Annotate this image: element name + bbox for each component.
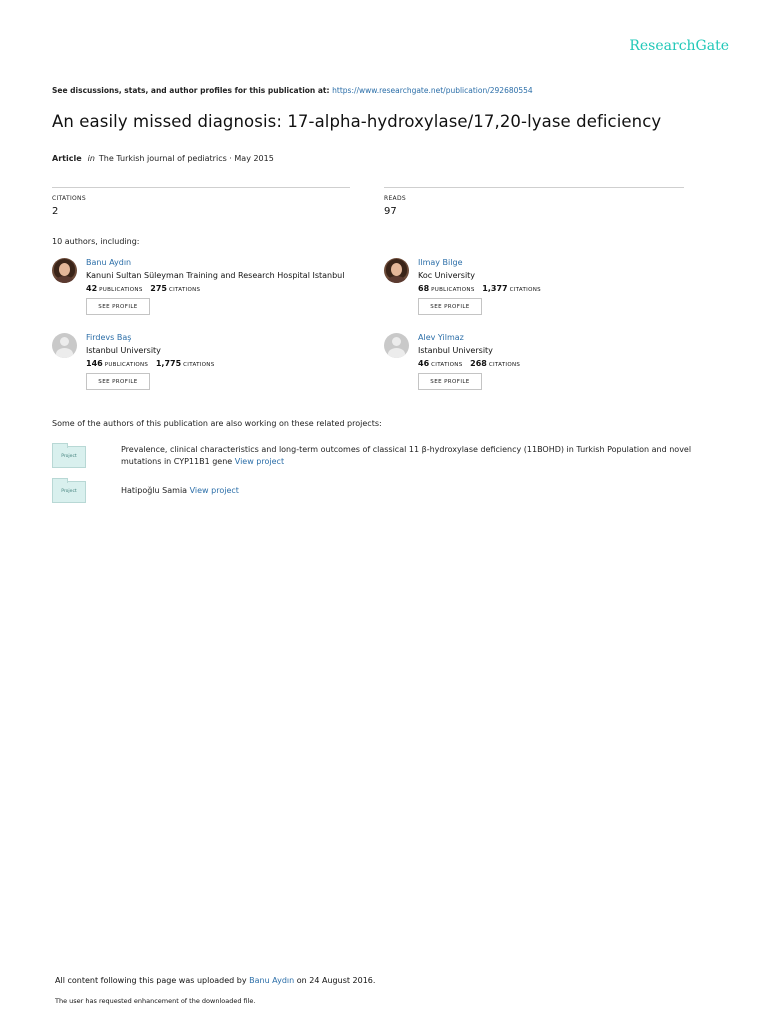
author-card — [52, 258, 382, 328]
avatar[interactable] — [384, 333, 409, 358]
reads-label: READS — [384, 195, 406, 202]
avatar[interactable] — [52, 333, 77, 358]
project-item — [121, 444, 711, 467]
author-citations-count: 268 — [470, 359, 487, 368]
reads-divider — [384, 187, 684, 188]
see-profile-button[interactable]: SEE PROFILE — [86, 373, 150, 390]
researchgate-logo[interactable]: ResearchGate — [629, 38, 729, 54]
project-title: Hatipoğlu Samia — [121, 486, 188, 495]
author-card — [52, 333, 382, 403]
author-stats — [86, 284, 200, 293]
author-citations-label: CITATIONS — [509, 287, 541, 293]
discussion-notice — [52, 86, 533, 95]
journal-name: The Turkish journal of pediatrics · May 2015 — [98, 154, 274, 163]
author-institution: Istanbul University — [418, 346, 493, 355]
publications-count: 68 — [418, 284, 430, 293]
publication-meta — [52, 154, 274, 163]
publications-count: 46 — [418, 359, 430, 368]
author-institution: Istanbul University — [86, 346, 161, 355]
publications-count: 146 — [86, 359, 103, 368]
publications-count: 42 — [86, 284, 98, 293]
author-institution: Kanuni Sultan Süleyman Training and Research Hospital Istanbul — [86, 271, 345, 280]
author-name-link[interactable]: Alev Yilmaz — [418, 333, 464, 342]
project-item — [121, 485, 711, 497]
upload-notice — [55, 976, 375, 985]
citations-count: 2 — [52, 206, 59, 217]
author-citations-label: CITATIONS — [183, 362, 215, 368]
project-title: Prevalence, clinical characteristics and long-term outcomes of classical 11 β-hydroxylase deficiency (11BOHD) in Turkish Population and novel mutations in CYP11B1 gene — [121, 445, 692, 466]
publications-label: CITATIONS — [431, 362, 463, 368]
author-citations-label: CITATIONS — [488, 362, 521, 368]
author-card — [384, 333, 714, 403]
see-profile-button[interactable]: SEE PROFILE — [86, 298, 150, 315]
see-profile-button[interactable]: SEE PROFILE — [418, 373, 482, 390]
author-name-link[interactable]: Banu Aydın — [86, 258, 132, 267]
author-citations-label: CITATIONS — [168, 287, 201, 293]
upload-notice-prefix: All content following this page was uploaded by — [55, 976, 247, 985]
publications-label: PUBLICATIONS — [99, 287, 143, 293]
author-stats — [418, 284, 541, 293]
author-stats — [86, 359, 215, 368]
authors-heading: 10 authors, including: — [52, 237, 140, 246]
upload-date: on 24 August 2016. — [296, 976, 376, 985]
view-project-link[interactable]: View project — [234, 456, 285, 466]
avatar[interactable] — [52, 258, 77, 283]
project-folder-icon[interactable] — [52, 481, 84, 503]
author-citations-count: 1,775 — [155, 359, 182, 368]
author-card — [384, 258, 714, 328]
citations-label: CITATIONS — [52, 195, 86, 202]
author-citations-count: 1,377 — [482, 284, 508, 293]
see-profile-button[interactable]: SEE PROFILE — [418, 298, 482, 315]
in-label: in — [87, 154, 95, 163]
uploader-link[interactable]: Banu Aydın — [249, 976, 295, 985]
project-folder-label: Project — [61, 454, 77, 459]
view-project-link[interactable]: View project — [189, 486, 239, 495]
related-projects-heading: Some of the authors of this publication are also working on these related projects: — [52, 419, 382, 428]
project-folder-icon[interactable] — [52, 446, 84, 468]
author-citations-count: 275 — [150, 284, 167, 293]
avatar[interactable] — [384, 258, 409, 283]
project-folder-label: Project — [61, 489, 77, 494]
publication-url-link[interactable]: https://www.researchgate.net/publication/292680554 — [332, 86, 533, 95]
publication-title: An easily missed diagnosis: 17-alpha-hydroxylase/17,20-lyase deficiency — [52, 112, 662, 131]
publications-label: PUBLICATIONS — [104, 362, 149, 368]
publication-type: Article — [52, 154, 82, 163]
citations-divider — [52, 187, 350, 188]
author-institution: Koc University — [418, 271, 476, 280]
discussion-notice-text: See discussions, stats, and author profiles for this publication at: — [52, 86, 330, 95]
reads-count: 97 — [384, 206, 397, 217]
author-stats — [418, 359, 520, 368]
author-name-link[interactable]: Firdevs Baş — [86, 333, 132, 342]
author-name-link[interactable]: Ilmay Bilge — [418, 258, 463, 267]
enhancement-note: The user has requested enhancement of the downloaded file. — [55, 997, 256, 1005]
publications-label: PUBLICATIONS — [431, 287, 475, 293]
